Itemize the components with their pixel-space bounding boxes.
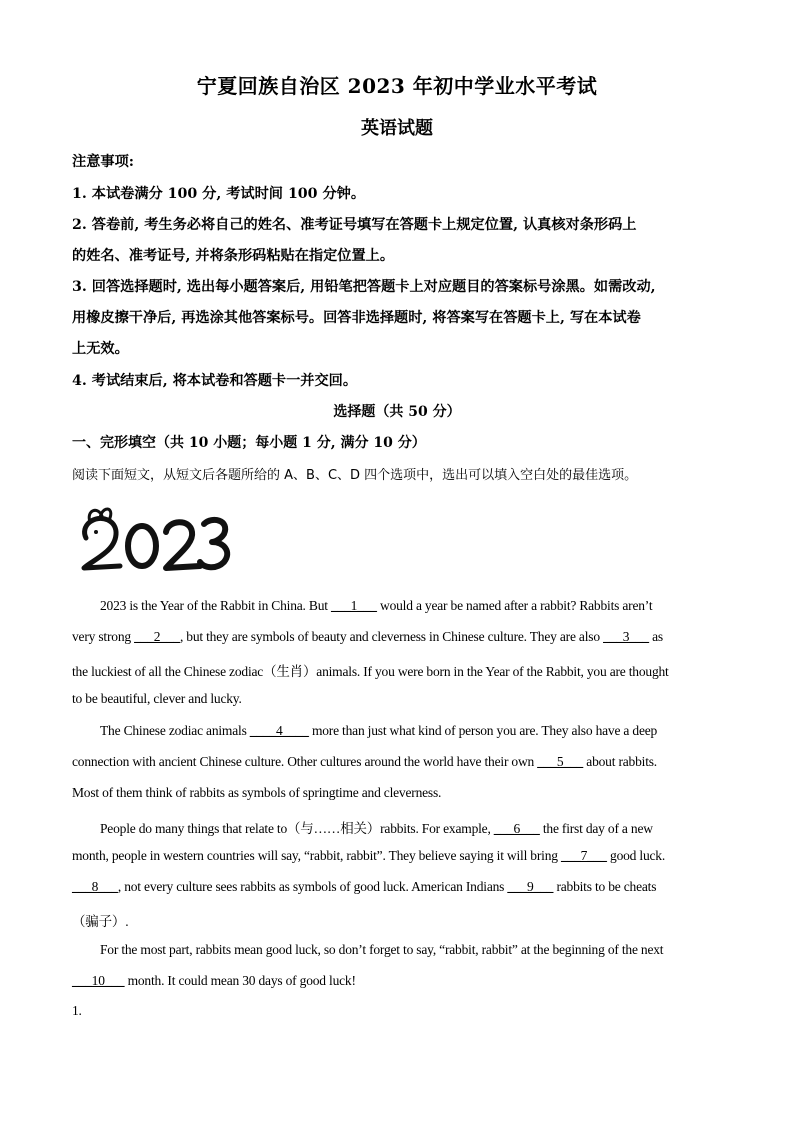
passage-line bbox=[100, 817, 750, 837]
passage-text: more than just what kind of person you are. They also have a deep bbox=[308, 723, 658, 738]
note-line: 用橡皮擦干净后, 再选涂其他答案标号。回答非选择题时, 将答案写在答题卡上, 写在本试卷 bbox=[72, 310, 641, 326]
cloze-blank[interactable]: ___5___ bbox=[537, 754, 584, 769]
passage-line bbox=[100, 723, 750, 739]
passage-text: 2023 is the Year of the Rabbit in China. But bbox=[100, 598, 331, 613]
passage-text: month, people in western countries will say, “rabbit, rabbit”. They believe saying it will bring bbox=[72, 848, 561, 863]
passage-text: rabbits to be cheats bbox=[553, 879, 657, 894]
passage-line bbox=[72, 754, 722, 770]
passage-text: For the most part, rabbits mean good luck, so don’t forget to say, “rabbit, rabbit” at the beginning of the next bbox=[100, 942, 664, 957]
exam-title: 宁夏回族自治区 2023 年初中学业水平考试 bbox=[196, 74, 598, 98]
passage-text: connection with ancient Chinese culture. Other cultures around the world have their own bbox=[72, 754, 538, 769]
cloze-blank[interactable]: ___7___ bbox=[560, 848, 607, 863]
notes-heading: 注意事项: bbox=[72, 154, 134, 170]
passage-text: Most of them think of rabbits as symbols of springtime and cleverness. bbox=[72, 785, 442, 800]
passage-line bbox=[72, 879, 722, 895]
cloze-blank[interactable]: ___8___ bbox=[72, 879, 118, 894]
cloze-blank[interactable]: ___1___ bbox=[331, 598, 377, 613]
passage-text: about rabbits. bbox=[583, 754, 657, 769]
question-number: 1. bbox=[72, 1003, 82, 1018]
passage-text: to be beautiful, clever and lucky. bbox=[72, 691, 242, 706]
passage-line bbox=[72, 973, 722, 989]
part-instruction: 阅读下面短文，从短文后各题所给的 A、B、C、D 四个选项中，选出可以填入空白处的最佳选项。 bbox=[72, 468, 638, 483]
section-title: 选择题（共 50 分） bbox=[333, 404, 461, 420]
passage-line bbox=[100, 942, 750, 958]
passage-line bbox=[72, 660, 722, 680]
passage-line bbox=[72, 629, 722, 645]
note-line: 3. 回答选择题时, 选出每小题答案后, 用铅笔把答题卡上对应题目的答案标号涂黑。如需改动, bbox=[72, 279, 656, 295]
passage-text: month. It could mean 30 days of good luck! bbox=[124, 973, 356, 988]
passage-line bbox=[72, 691, 722, 707]
passage-text: The Chinese zodiac animals bbox=[100, 723, 250, 738]
cloze-blank[interactable]: ___9___ bbox=[507, 879, 554, 894]
passage-text: the first day of a new bbox=[539, 821, 653, 836]
passage-text: good luck. bbox=[606, 848, 666, 863]
passage-text: , not every culture sees rabbits as symbols of good luck. American Indians bbox=[117, 879, 508, 894]
passage-text: , but they are symbols of beauty and cleverness in Chinese culture. They are also bbox=[179, 629, 604, 644]
passage-line bbox=[100, 598, 750, 614]
passage-text: the luckiest of all the Chinese zodiac（生肖）animals. If you were born in the Year of the Rabbit, you are thought bbox=[72, 664, 669, 679]
passage-line bbox=[72, 910, 722, 930]
cloze-blank[interactable]: ___6___ bbox=[493, 821, 540, 836]
note-line: 4. 考试结束后, 将本试卷和答题卡一并交回。 bbox=[72, 373, 358, 389]
exam-subtitle: 英语试题 bbox=[361, 118, 433, 139]
passage-text: People do many things that relate to（与……相关）rabbits. For example, bbox=[100, 821, 494, 836]
note-line: 2. 答卷前, 考生务必将自己的姓名、准考证号填写在答题卡上规定位置, 认真核对条形码上 bbox=[72, 217, 637, 233]
part-heading: 一、完形填空（共 10 小题；每小题 1 分, 满分 10 分） bbox=[72, 435, 426, 451]
note-line: 1. 本试卷满分 100 分, 考试时间 100 分钟。 bbox=[72, 186, 366, 202]
passage-line bbox=[72, 785, 722, 801]
cloze-blank[interactable]: ___3___ bbox=[603, 629, 649, 644]
cloze-blank[interactable]: ____4____ bbox=[249, 723, 309, 738]
cloze-blank[interactable]: ___10___ bbox=[72, 973, 125, 988]
passage-text: as bbox=[648, 629, 663, 644]
passage-text: （骗子）. bbox=[72, 914, 129, 929]
cloze-blank[interactable]: ___2___ bbox=[134, 629, 180, 644]
passage-text: would a year be named after a rabbit? Rabbits aren’t bbox=[376, 598, 653, 613]
note-line: 上无效。 bbox=[72, 341, 129, 357]
passage-line bbox=[72, 848, 722, 864]
year-2023-logo-image bbox=[72, 502, 234, 576]
note-line: 的姓名、准考证号, 并将条形码粘贴在指定位置上。 bbox=[72, 248, 395, 264]
passage-text: very strong bbox=[72, 629, 135, 644]
